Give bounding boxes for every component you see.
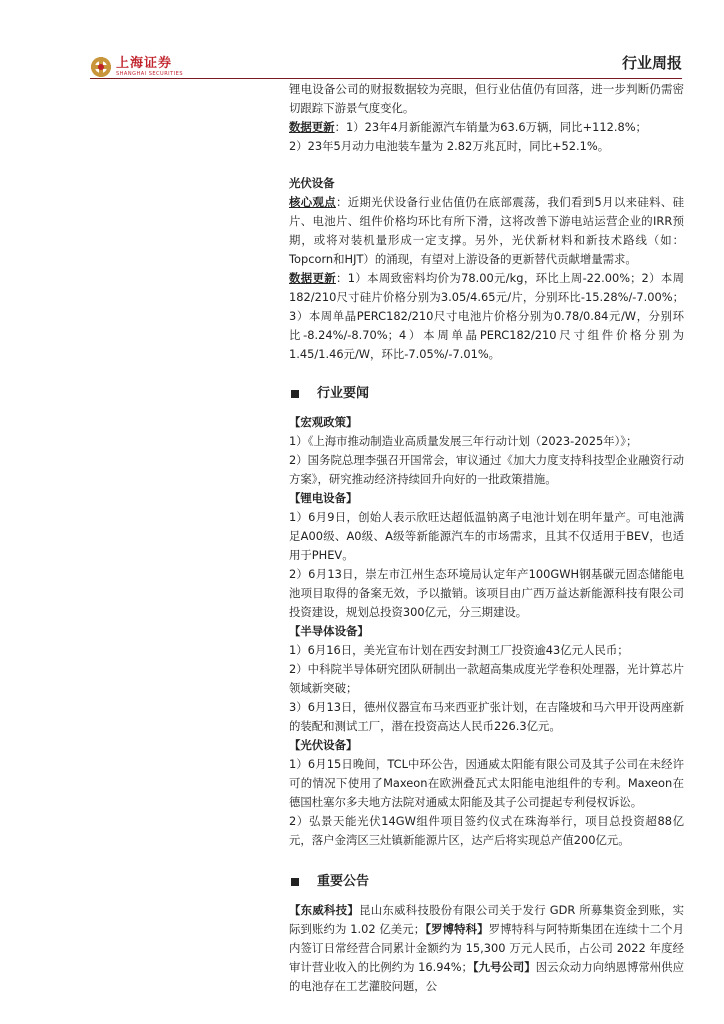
logo-icon — [90, 56, 112, 78]
lithium-update-1: ：1）23年4月新能源汽车销量为63.6万辆，同比+112.8%； — [334, 120, 647, 134]
semi-news-2: 2）中科院半导体研究团队研制出一款超高集成度光学卷积处理器，光计算芯片领域新突破； — [289, 662, 684, 695]
logo-name-en: SHANGHAI SECURITIES — [116, 71, 184, 77]
pv-update-label: 数据更新 — [289, 271, 336, 285]
pv-tag: 【光伏设备】 — [289, 738, 358, 752]
semi-tag: 【半导体设备】 — [289, 624, 369, 638]
announcement-text-3: 因云众动力向纳恩博常州供应的电池存在工艺灌胶问题，公 — [289, 960, 684, 993]
announcements-heading — [289, 872, 684, 891]
news-title: 行业要闻 — [317, 386, 370, 401]
main-content — [289, 80, 684, 996]
data-update-label: 数据更新 — [289, 120, 335, 134]
pv-update-text: ：1）本周致密料均价为78.00元/kg，环比上周-22.00%；2）本周182/210尺寸硅片价格分别为3.05/4.65元/片，分别环比-15.28%/-7.00%；3）本周单晶PERC182/210尺寸电池片价格分别为0.78/0.84元/W，分别环比-8.24%/-8.70%；4）本周单晶PERC182/210尺寸组件价格分别为1.45/1.46元/W，环比-7.05%/-7.01%。 — [289, 271, 684, 361]
announcements-title: 重要公告 — [317, 874, 370, 889]
square-bullet-icon — [291, 390, 299, 398]
lithium-news-1: 1）6月9日，创始人表示欣旺达超低温钠离子电池计划在明年量产。可电池满足A00级、A0级、A级等新能源汽车的市场需求，且其不仅适用于BEV，也适用于PHEV。 — [289, 510, 684, 562]
pv-news-2: 2）弘景天能光伏14GW组件项目签约仪式在珠海举行，项目总投资超88亿元，落户金湾区三灶镇新能源片区，达产后将实现总产值200亿元。 — [289, 814, 684, 847]
lithium-news-2: 2）6月13日，崇左市江州生态环境局认定年产100GWH钢基碳元固态储能电池项目取得的备案无效，予以撤销。该项目由广西万益达新能源科技有限公司投资建设，规划总投资300亿元，分三期建设。 — [289, 567, 684, 619]
lithium-tag: 【锂电设备】 — [289, 491, 358, 505]
company-logo — [90, 56, 183, 78]
macro-item-1: 1）《上海市推动制造业高质量发展三年行动计划（2023-2025年）》； — [289, 434, 638, 448]
pv-core-text: ：近期光伏设备行业估值仍在底部震荡，我们看到5月以来硅料、硅片、电池片、组件价格均环比有所下滑，这将改善下游电站运营企业的IRR预期，或将对装机量形成一定支撑。另外，光伏新材料和新技术路线（如：Topcorn和HJT）的涌现，有望对上游设备的更新替代贡献增量需求。 — [289, 195, 684, 266]
core-view-label: 核心观点 — [289, 195, 336, 209]
pv-news-1: 1）6月15日晚间，TCL中环公告，因通威太阳能有限公司及其子公司在未经许可的情况下使用了Maxeon在欧洲叠瓦式太阳能电池组件的专利。Maxeon在德国杜塞尔多夫地方法院对通威太阳能及其子公司提起专利侵权诉讼。 — [289, 757, 684, 809]
lithium-summary: 锂电设备公司的财报数据较为亮眼，但行业估值仍有回落，进一步判断仍需密切跟踪下游景气度变化。 — [289, 82, 684, 115]
page-header — [0, 0, 724, 80]
pv-core-view — [289, 193, 684, 269]
square-bullet-icon — [291, 878, 299, 886]
announcement-tag-2: 【罗博特科】 — [425, 922, 489, 936]
announcement-text-1: 昆山东威科技股份有限公司关于发行 GDR 所募集资金到账，实际到账约为 1.02 亿美元； — [289, 903, 684, 936]
announcement-text-2: 罗博特科与阿特斯集团在连续十二个月内签订日常经营合同累计金额约为 15,300 万元人民币，占公司 2022 年度经审计营业收入的比例约为 16.94%； — [289, 922, 684, 974]
macro-item-2: 2）国务院总理李强召开国常会，审议通过《加大力度支持科技型企业融资行动方案》，研究推动经济持续回升向好的一批政策措施。 — [289, 453, 684, 486]
semi-news-1: 1）6月16日，美光宣布计划在西安封测工厂投资逾43亿元人民币； — [289, 643, 629, 657]
header-divider — [90, 78, 682, 79]
news-heading — [289, 384, 684, 403]
logo-name-cn: 上海证券 — [116, 56, 173, 71]
pv-subtitle: 光伏设备 — [289, 176, 335, 190]
macro-tag: 【宏观政策】 — [289, 415, 358, 429]
lithium-update — [289, 118, 684, 137]
announcements-text — [289, 901, 684, 996]
semi-news-3: 3）6月13日，德州仪器宣布马来西亚扩张计划，在吉隆坡和马六甲开设两座新的装配和测试工厂，潜在投资高达人民币226.3亿元。 — [289, 700, 684, 733]
report-type: 行业周报 — [621, 54, 682, 72]
announcement-tag-1: 【东威科技】 — [289, 903, 360, 917]
pv-update — [289, 269, 684, 364]
announcement-tag-3: 【九号公司】 — [472, 960, 536, 974]
lithium-update-2: 2）23年5月动力电池装车量为 2.82万兆瓦时，同比+52.1%。 — [289, 139, 610, 153]
